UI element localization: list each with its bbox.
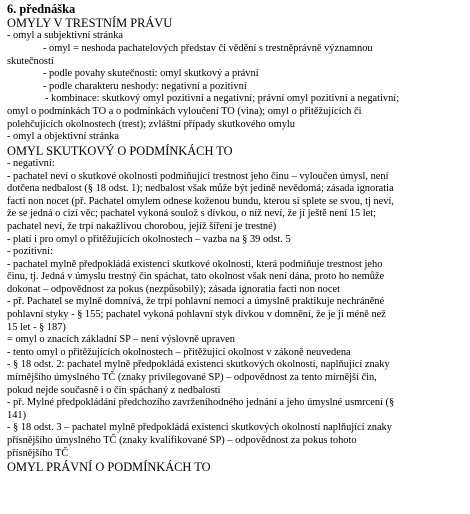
document-line: - § 18 odst. 3 – pachatel mylně předpokládá existenci skutkových okolností naplňující znaky bbox=[7, 422, 392, 434]
document-line: omyl o podmínkách TO a o podmínkách vyloučení TO (vina); omyl o přitěžujících či bbox=[7, 105, 362, 117]
document-line: = omyl o znacích základní SP – není výslovně upraven bbox=[7, 334, 235, 346]
document-line: pachatel neví, že trpí nakažlivou chorobou, jejíž šíření je trestné) bbox=[7, 220, 277, 232]
document-line: - kombinace: skutkový omyl pozitivní a negativní; právní omyl pozitivní a negativní; bbox=[45, 93, 400, 105]
document-line: přísnějšího TČ bbox=[7, 447, 69, 459]
document-line: polehčujících okolnostech (trest); zvláštní případy skutkového omylu bbox=[7, 118, 295, 130]
document-line: dokonat – odpovědnost za pokus (nezpůsobilý); zásada ignoratia facti non nocet bbox=[7, 283, 340, 295]
document-line: - pachatel mylně předpokládá existenci skutkové okolnosti, která podmiňuje trestnost jeho bbox=[7, 258, 383, 270]
document-line: pokud nejde současně i o čin spáchaný z nedbalosti bbox=[7, 384, 221, 396]
document-line: - platí i pro omyl o přitěžujících okolnostech – vazba na § 39 odst. 5 bbox=[7, 233, 291, 245]
document-line: skutečností bbox=[7, 55, 54, 67]
document-line: mírnějšího úmyslného TČ (znaky privilegované SP) – odpovědnost za tento mírnější čin, bbox=[7, 372, 377, 384]
document-line: - omyl a subjektivní stránka bbox=[7, 30, 124, 42]
document-line: - tento omyl o přitěžujících okolnostech – přitěžující okolnost v zákoně neuvedena bbox=[7, 346, 351, 358]
document-line: - omyl a objektivní stránka bbox=[7, 131, 119, 143]
document-line: 6. přednáška bbox=[7, 2, 76, 16]
document-line: - negativní: bbox=[7, 157, 55, 169]
document-line: OMYL SKUTKOVÝ O PODMÍNKÁCH TO bbox=[7, 143, 233, 158]
document-line: - omyl = neshoda pachatelových představ či vědění s trestněprávně významnou bbox=[43, 43, 373, 54]
document-line: - př. Pachatel se mylně domnívá, že trpí pohlavní nemocí a úmyslně praktikuje nechráněné bbox=[7, 296, 385, 308]
document-line: - podle charakteru neshody: negativní a pozitivní bbox=[43, 80, 247, 92]
document-line: - podle povahy skutečnosti: omyl skutkový a právní bbox=[43, 68, 259, 80]
document-line: dotčena nedbalost (§ 18 odst. 1); nedbalost však může být jedině nevědomá; zásada ignoratia bbox=[7, 183, 394, 195]
document-line: - § 18 odst. 2: pachatel mylně předpokládá existenci skutkových okolností, naplňující znaky bbox=[7, 359, 390, 371]
document-line: - pozitivní: bbox=[7, 246, 53, 258]
document-line: - pachatel neví o skutkové okolnosti podmiňující trestnost jeho činu – vyloučen úmysl, není bbox=[7, 170, 389, 182]
document-line: - př. Mylné předpokládání předchozího zavrženíhodného jednání a jeho úmyslné usmrcení (§ bbox=[7, 397, 395, 409]
document-line: pohlavní styky - § 155; pachatel vykoná pohlavní styk dívkou v domnění, že je jí méně než bbox=[7, 309, 386, 321]
document-line: OMYLY V TRESTNÍM PRÁVU bbox=[7, 16, 173, 31]
document-line: činu, tj. Jedná v úmyslu trestný čin spáchat, tato okolnost však není dána, proto ho nemůže bbox=[7, 271, 385, 283]
document-line: facti non nocet (př. Pachatel omylem odnese koženou bundu, kterou si splete se svou, tj neví, bbox=[7, 195, 394, 207]
document-line: 141) bbox=[7, 409, 27, 421]
document-line: přísnějšího úmyslného TČ (znaky kvalifikované SP) – odpovědnost za pokus tohoto bbox=[7, 435, 357, 447]
document-line: že se jedná o cizí věc; pachatel vykoná soulož s dívkou, o níž neví, že jí ještě není 15 let; bbox=[7, 208, 377, 220]
document-line: 15 let - § 187) bbox=[7, 321, 66, 333]
document-line: OMYL PRÁVNÍ O PODMÍNKÁCH TO bbox=[7, 460, 211, 475]
